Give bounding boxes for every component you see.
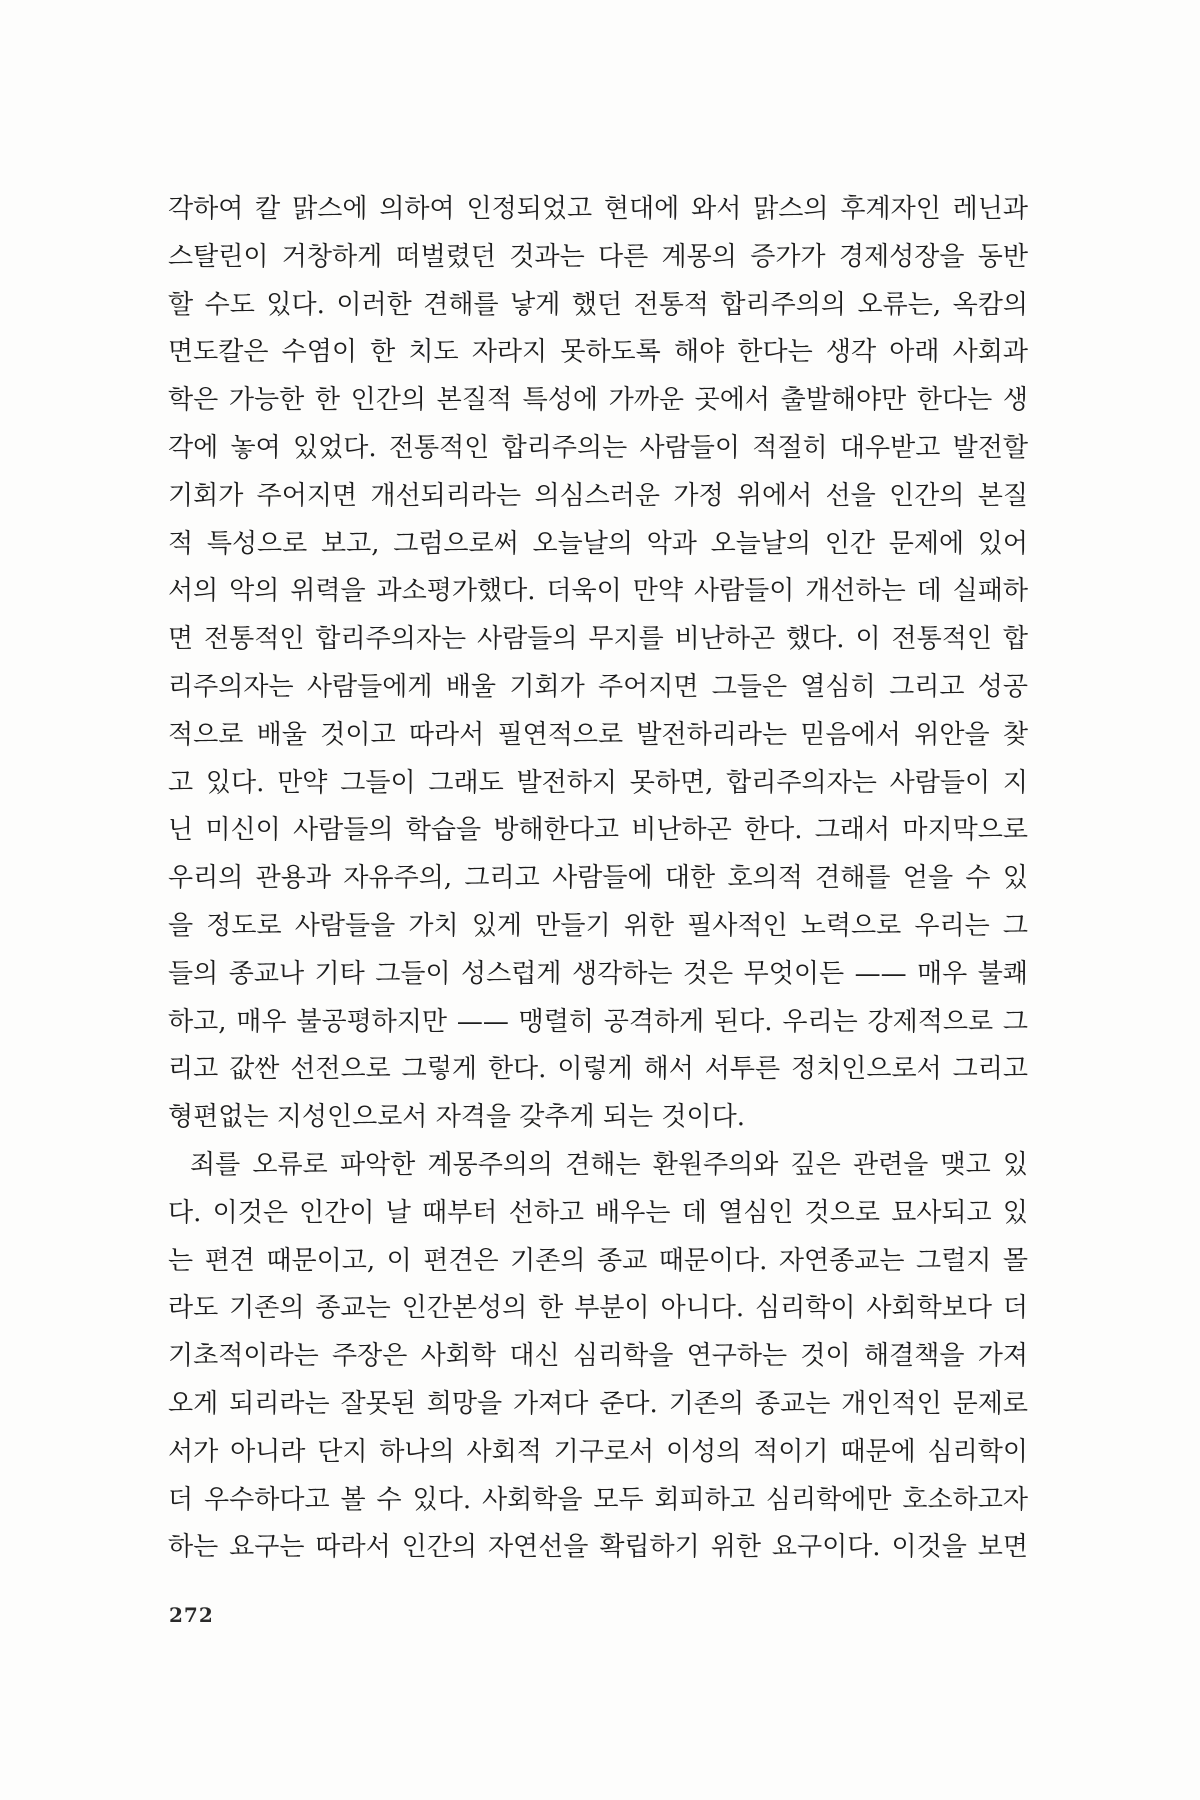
text-line: 리주의자는 사람들에게 배울 기회가 주어지면 그들은 열심히 그리고 성공 — [168, 671, 1028, 702]
text-line: 기회가 주어지면 개선되리라는 의심스러운 가정 위에서 선을 인간의 본질 — [168, 480, 1028, 511]
text-line: 각하여 칼 맑스에 의하여 인정되었고 현대에 와서 맑스의 후계자인 레닌과 — [168, 194, 1028, 224]
text-line: 스탈린이 거창하게 떠벌렸던 것과는 다른 계몽의 증가가 경제성장을 동반 — [168, 241, 1028, 272]
text-line: 우리의 관용과 자유주의, 그리고 사람들에 대한 호의적 견해를 얻을 수 있 — [168, 863, 1028, 894]
text-line: 는 편견 때문이고, 이 편견은 기존의 종교 때문이다. 자연종교는 그럴지 몰 — [168, 1245, 1028, 1276]
text-line: 서의 악의 위력을 과소평가했다. 더욱이 만약 사람들이 개선하는 데 실패하 — [168, 576, 1028, 607]
text-line: 오게 되리라는 잘못된 희망을 가져다 준다. 기존의 종교는 개인적인 문제로 — [168, 1388, 1028, 1419]
text-line: 학은 가능한 한 인간의 본질적 특성에 가까운 곳에서 출발해야만 한다는 생 — [168, 385, 1028, 416]
text-line: 고 있다. 만약 그들이 그래도 발전하지 못하면, 합리주의자는 사람들이 지 — [168, 767, 1028, 798]
text-line: 기초적이라는 주장은 사회학 대신 심리학을 연구하는 것이 해결책을 가져 — [168, 1341, 1028, 1372]
text-line: 면도칼은 수염이 한 치도 자라지 못하도록 해야 한다는 생각 아래 사회과 — [168, 337, 1028, 368]
text-line: 다. 이것은 인간이 날 때부터 선하고 배우는 데 열심인 것으로 묘사되고 있 — [168, 1197, 1028, 1228]
text-line: 죄를 오류로 파악한 계몽주의의 견해는 환원주의와 깊은 관련을 맺고 있 — [190, 1149, 1028, 1180]
text-line: 리고 값싼 선전으로 그렇게 한다. 이렇게 해서 서투른 정치인으로서 그리고 — [168, 1054, 1028, 1085]
text-line: 적 특성으로 보고, 그럼으로써 오늘날의 악과 오늘날의 인간 문제에 있어 — [168, 528, 1028, 559]
text-line: 서가 아니라 단지 하나의 사회적 기구로서 이성의 적이기 때문에 심리학이 — [168, 1436, 1028, 1467]
text-line: 하는 요구는 따라서 인간의 자연선을 확립하기 위한 요구이다. 이것을 보면 — [168, 1532, 1028, 1563]
page-number: 272 — [169, 1603, 214, 1627]
text-line: 할 수도 있다. 이러한 견해를 낳게 했던 전통적 합리주의의 오류는, 옥캄의 — [168, 289, 1028, 320]
text-line: 을 정도로 사람들을 가치 있게 만들기 위한 필사적인 노력으로 우리는 그 — [168, 910, 1028, 941]
text-line: 라도 기존의 종교는 인간본성의 한 부분이 아니다. 심리학이 사회학보다 더 — [168, 1293, 1028, 1324]
text-line: 더 우수하다고 볼 수 있다. 사회학을 모두 회피하고 심리학에만 호소하고자 — [168, 1484, 1028, 1515]
text-line: 적으로 배울 것이고 따라서 필연적으로 발전하리라는 믿음에서 위안을 찾 — [168, 719, 1028, 750]
text-line: 닌 미신이 사람들의 학습을 방해한다고 비난하곤 한다. 그래서 마지막으로 — [168, 815, 1028, 846]
text-line: 하고, 매우 불공평하지만 —— 맹렬히 공격하게 된다. 우리는 강제적으로 그 — [168, 1006, 1028, 1037]
text-line: 면 전통적인 합리주의자는 사람들의 무지를 비난하곤 했다. 이 전통적인 합 — [168, 624, 1028, 655]
text-line: 형편없는 지성인으로서 자격을 갖추게 되는 것이다. — [168, 1102, 746, 1133]
text-line: 들의 종교나 기타 그들이 성스럽게 생각하는 것은 무엇이든 —— 매우 불쾌 — [168, 958, 1028, 989]
text-line: 각에 놓여 있었다. 전통적인 합리주의는 사람들이 적절히 대우받고 발전할 — [168, 432, 1028, 463]
body-text — [168, 186, 1028, 1572]
